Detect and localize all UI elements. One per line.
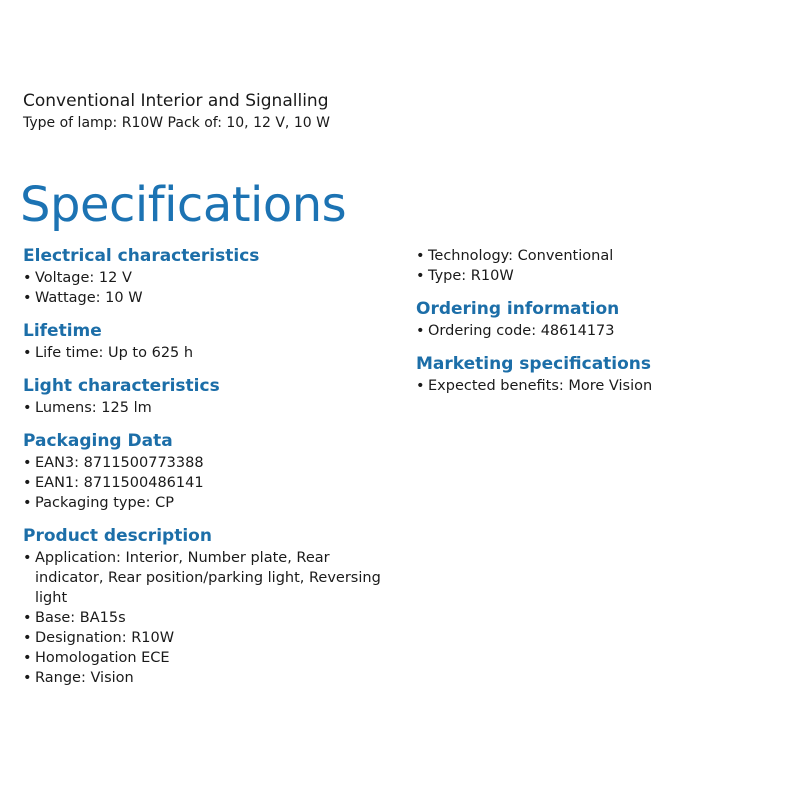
spec-list-continued <box>416 246 786 286</box>
spec-item: • Lumens: 125 lm <box>23 398 393 418</box>
spec-item: • EAN3: 8711500773388 <box>23 453 393 473</box>
page-title: Specifications <box>20 177 347 234</box>
spec-item: • EAN1: 8711500486141 <box>23 473 393 493</box>
spec-list <box>23 343 393 363</box>
section-heading-ordering: Ordering information <box>416 299 620 319</box>
spec-list <box>23 268 393 308</box>
spec-item: • Designation: R10W <box>23 628 393 648</box>
spec-list <box>416 376 786 396</box>
spec-item: • Range: Vision <box>23 668 393 688</box>
spec-item: • Base: BA15s <box>23 608 393 628</box>
section-heading: Packaging Data <box>23 431 173 451</box>
section-heading: Product description <box>23 526 212 546</box>
section-light <box>23 374 393 418</box>
section-lifetime <box>23 319 393 363</box>
product-title: Conventional Interior and Signalling <box>23 91 329 111</box>
spec-list <box>23 548 393 688</box>
spec-item: • Ordering code: 48614173 <box>416 321 786 341</box>
section-heading: Lifetime <box>23 321 102 341</box>
spec-item: • Life time: Up to 625 h <box>23 343 393 363</box>
right-column <box>416 246 786 396</box>
section-heading: Light characteristics <box>23 376 220 396</box>
spec-list <box>416 321 786 341</box>
spec-item: • Homologation ECE <box>23 648 393 668</box>
section-product-description <box>23 524 393 688</box>
product-subtitle: Type of lamp: R10W Pack of: 10, 12 V, 10 W <box>23 115 330 131</box>
spec-item: • Application: Interior, Number plate, Rear indicator, Rear position/parking light, Reversing light <box>23 548 385 608</box>
section-heading-marketing: Marketing specifications <box>416 354 652 374</box>
spec-item: • Wattage: 10 W <box>23 288 393 308</box>
spec-item: • Technology: Conventional <box>416 246 786 266</box>
spec-item: • Expected benefits: More Vision <box>416 376 786 396</box>
section-packaging <box>23 429 393 513</box>
spec-item: • Type: R10W <box>416 266 786 286</box>
section-heading: Electrical characteristics <box>23 246 260 266</box>
section-electrical <box>23 244 393 308</box>
spec-list <box>23 398 393 418</box>
left-column <box>23 244 393 688</box>
spec-item: • Voltage: 12 V <box>23 268 393 288</box>
spec-item: • Packaging type: CP <box>23 493 393 513</box>
spec-list <box>23 453 393 513</box>
